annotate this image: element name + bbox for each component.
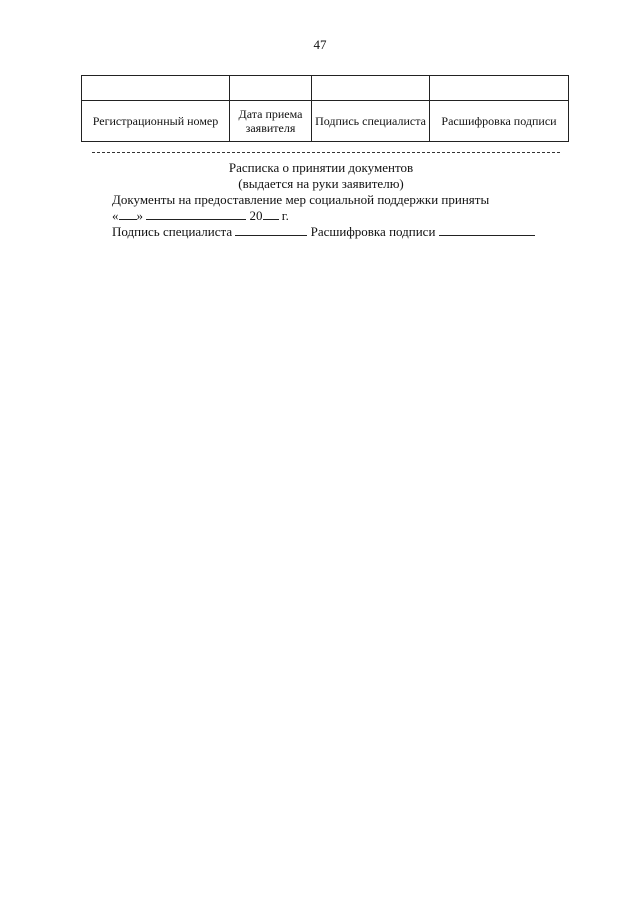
date-close-quote: » bbox=[136, 208, 143, 223]
receipt-subtitle: (выдается на руки заявителю) bbox=[238, 176, 404, 191]
header-specialist-signature: Подпись специалиста bbox=[312, 101, 430, 142]
table-cell-blank bbox=[230, 76, 312, 101]
receipt-signature-line bbox=[112, 224, 542, 240]
receipt-statement: Документы на предоставление мер социальной поддержки приняты bbox=[112, 192, 490, 207]
receipt-date-line bbox=[112, 208, 542, 224]
table-row-header bbox=[82, 101, 569, 142]
registration-table bbox=[81, 75, 569, 142]
header-registration-number: Регистрационный номер bbox=[82, 101, 230, 142]
table-cell-blank bbox=[430, 76, 569, 101]
signature-decoding-blank bbox=[439, 224, 535, 236]
table-row-blank bbox=[82, 76, 569, 101]
receipt-section bbox=[112, 160, 542, 240]
specialist-signature-label: Подпись специалиста bbox=[112, 224, 233, 239]
table-cell-blank bbox=[82, 76, 230, 101]
day-blank bbox=[119, 208, 137, 220]
header-signature-decoding: Расшифровка подписи bbox=[430, 101, 569, 142]
date-open-quote: « bbox=[112, 208, 119, 223]
year-blank bbox=[263, 208, 279, 220]
cut-line bbox=[92, 152, 560, 153]
month-blank bbox=[146, 208, 246, 220]
year-suffix: г. bbox=[281, 208, 289, 223]
year-prefix: 20 bbox=[249, 208, 263, 223]
receipt-title: Расписка о принятии документов bbox=[228, 160, 414, 175]
header-application-date: Дата приема заявителя bbox=[230, 101, 312, 142]
specialist-signature-blank bbox=[235, 224, 307, 236]
table-cell-blank bbox=[312, 76, 430, 101]
signature-decoding-label: Расшифровка подписи bbox=[310, 224, 436, 239]
page-number: 47 bbox=[313, 37, 327, 52]
